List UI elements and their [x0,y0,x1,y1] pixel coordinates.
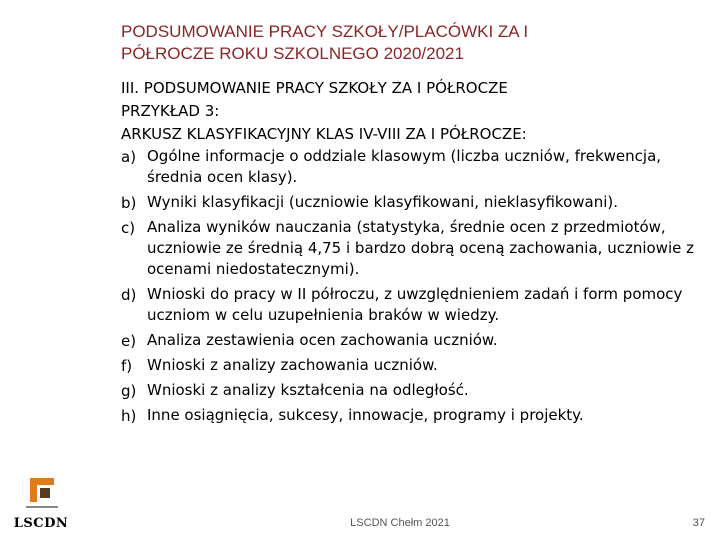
slide-title-line-2: PÓŁROCZE ROKU SZKOLNEGO 2020/2021 [121,44,464,63]
section-heading: III. PODSUMOWANIE PRACY SZKOŁY ZA I PÓŁROCZE [121,79,508,97]
list-item [121,405,701,426]
items-list [121,146,701,426]
list-item [121,355,701,376]
list-item-marker: a) [121,148,137,166]
list-item-text: Analiza zestawienia ocen zachowania uczniów. [147,331,498,349]
page-number: 37 [692,517,705,529]
list-item [121,284,701,326]
list-item-marker: b) [121,194,137,212]
list-item-marker: f) [121,357,133,375]
list-item-text: Inne osiągnięcia, sukcesy, innowacje, programy i projekty. [147,406,584,424]
list-item-text: Analiza wyników nauczania (statystyka, średnie ocen z przedmiotów, uczniowie ze średnią 4,75 i bardzo dobrą oceną zachowania, uczniowie z ocenami niedostatecznymi). [147,218,694,278]
logo-underline [26,506,58,508]
slide-title [121,21,681,65]
list-item-marker: e) [121,332,137,350]
list-item-text: Wnioski z analizy zachowania uczniów. [147,356,438,374]
list-item [121,217,701,280]
list-item-marker: h) [121,407,137,425]
sheet-title: ARKUSZ KLASYFIKACYJNY KLAS IV-VIII ZA I PÓŁROCZE: [121,125,527,143]
list-item [121,330,701,351]
logo-text: LSCDN [13,516,69,531]
list-item-marker: c) [121,219,136,237]
example-label: PRZYKŁAD 3: [121,102,220,120]
list-item-text: Ogólne informacje o oddziale klasowym (liczba uczniów, frekwencja, średnia ocen klasy). [147,147,662,186]
slide-body [121,77,701,426]
list-item-marker: g) [121,382,137,400]
list-item [121,380,701,401]
list-item [121,146,701,188]
list-item-text: Wnioski z analizy kształcenia na odległość. [147,381,469,399]
list-item-marker: d) [121,286,137,304]
list-item-text: Wnioski do pracy w II półroczu, z uwzględnieniem zadań i form pomocy uczniom w celu uzupełnienia braków w wiedzy. [147,285,683,324]
footer-text: LSCDN Chełm 2021 [350,517,450,529]
list-item-text: Wyniki klasyfikacji (uczniowie klasyfikowani, nieklasyfikowani). [147,193,619,211]
list-item [121,192,701,213]
slide-title-line-1: PODSUMOWANIE PRACY SZKOŁY/PLACÓWKI ZA I [121,22,529,41]
logo-square-inner [40,488,50,498]
